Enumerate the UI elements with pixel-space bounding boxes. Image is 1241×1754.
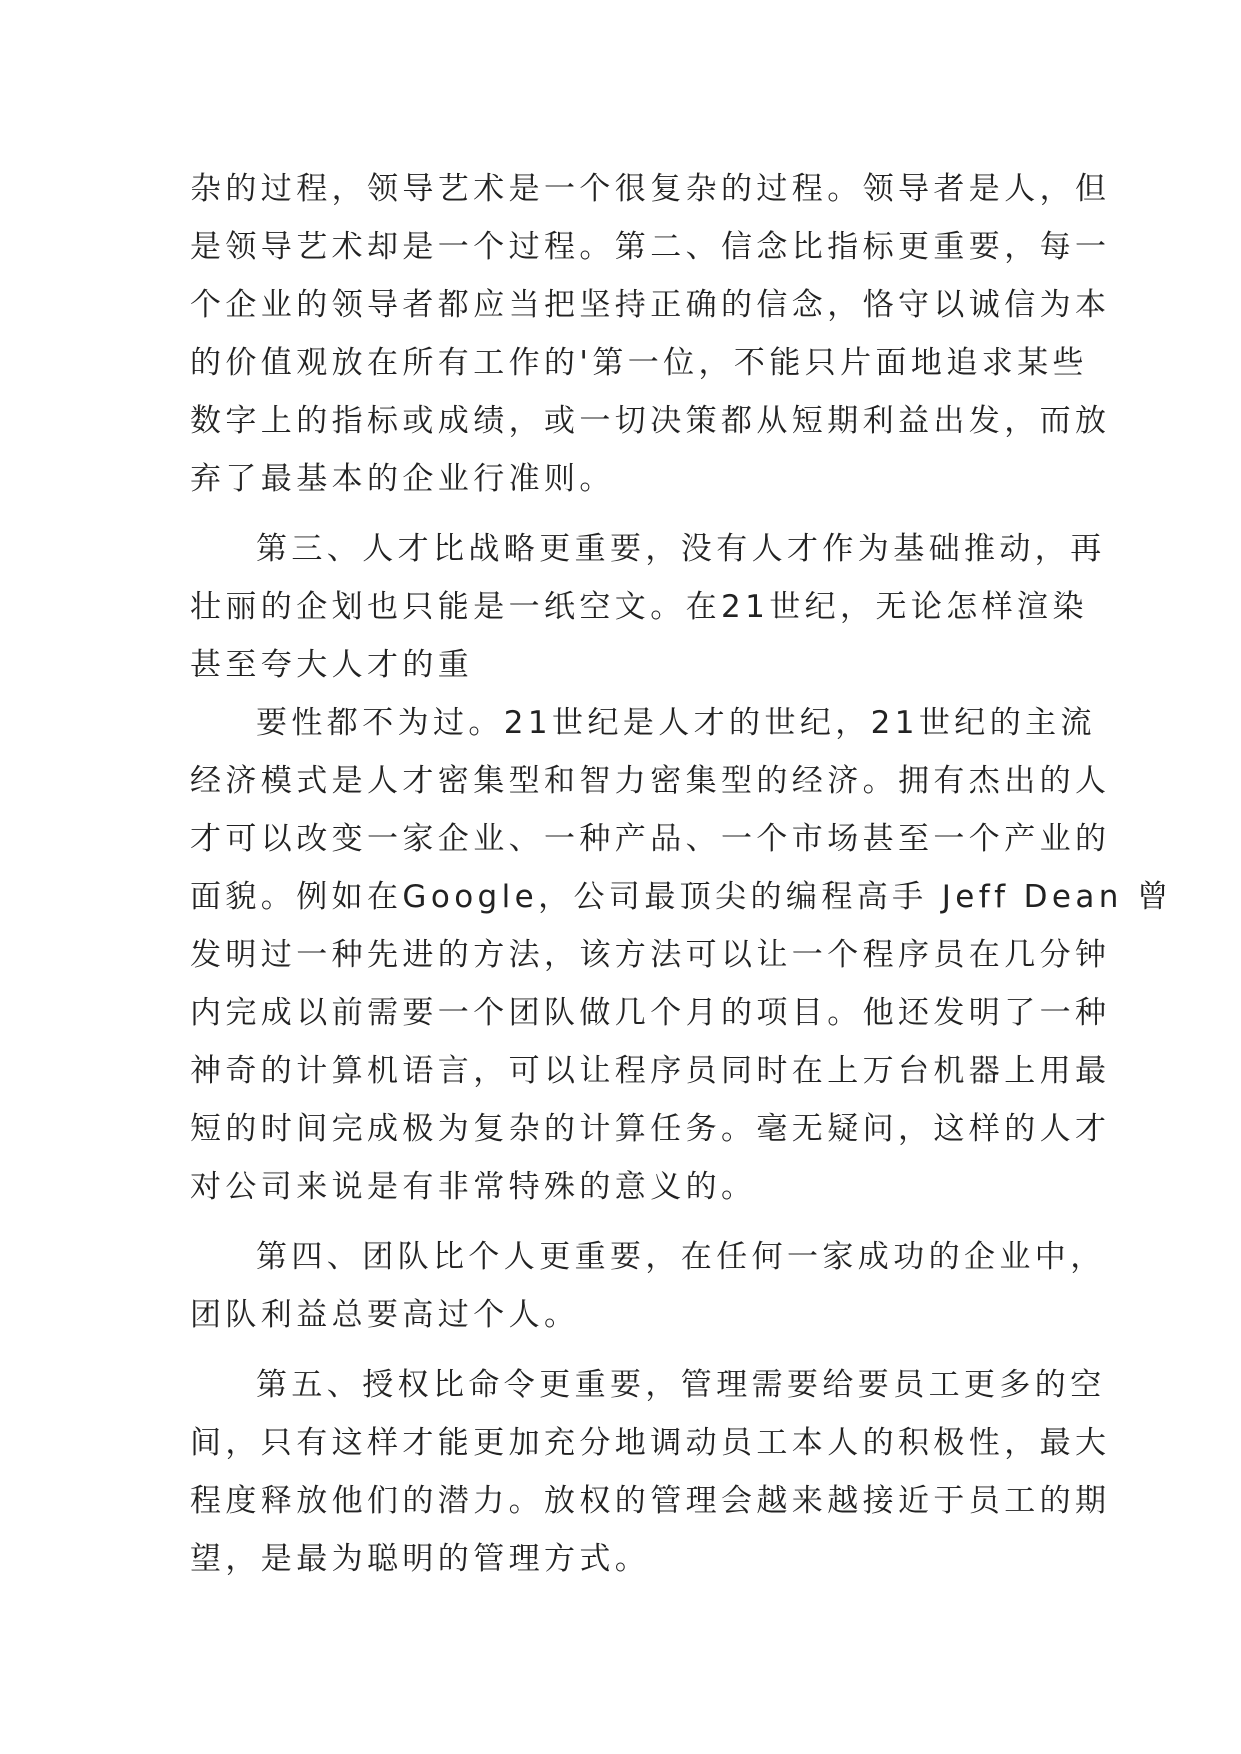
paragraph-start-line: 第四、团队比个人更重要，在任何一家成功的企业中， [256, 1239, 1106, 1275]
text-line: 数字上的指标或成绩，或一切决策都从短期利益出发，而放 [190, 403, 1111, 439]
text-line: 发明过一种先进的方法，该方法可以让一个程序员在几分钟 [190, 937, 1111, 973]
text-line: 经济模式是人才密集型和智力密集型的经济。拥有杰出的人 [190, 763, 1111, 799]
text-line: 望，是最为聪明的管理方式。 [190, 1541, 651, 1577]
text-line: 短的时间完成极为复杂的计算任务。毫无疑问，这样的人才 [190, 1111, 1111, 1147]
text-line: 内完成以前需要一个团队做几个月的项目。他还发明了一种 [190, 995, 1111, 1031]
text-line: 团队利益总要高过个人。 [190, 1297, 580, 1333]
text-line: 程度释放他们的潜力。放权的管理会越来越接近于员工的期 [190, 1483, 1111, 1519]
paragraph-start-line: 第三、人才比战略更重要，没有人才作为基础推动，再 [256, 531, 1106, 567]
text-line: 的价值观放在所有工作的'第一位，不能只片面地追求某些 [190, 345, 1088, 381]
text-line: 是领导艺术却是一个过程。第二、信念比指标更重要，每一 [190, 229, 1111, 265]
text-line: 间，只有这样才能更加充分地调动员工本人的积极性，最大 [190, 1425, 1111, 1461]
text-line: 壮丽的企划也只能是一纸空文。在21世纪，无论怎样渲染 [190, 589, 1088, 625]
paragraph-start-line: 第五、授权比命令更重要，管理需要给要员工更多的空 [256, 1367, 1106, 1403]
text-line: 甚至夸大人才的重 [190, 647, 474, 683]
text-line: 杂的过程，领导艺术是一个很复杂的过程。领导者是人，但 [190, 171, 1111, 207]
text-line: 个企业的领导者都应当把坚持正确的信念，恪守以诚信为本 [190, 287, 1111, 323]
text-line: 对公司来说是有非常特殊的意义的。 [190, 1169, 757, 1205]
paragraph-start-line: 要性都不为过。21世纪是人才的世纪，21世纪的主流 [256, 705, 1096, 741]
text-line: 才可以改变一家企业、一种产品、一个市场甚至一个产业的 [190, 821, 1111, 857]
text-line: 面貌。例如在Google，公司最顶尖的编程高手 Jeff Dean 曾 [190, 879, 1173, 915]
document-body [190, 160, 1173, 1588]
text-line: 弃了最基本的企业行准则。 [190, 461, 615, 497]
text-line: 神奇的计算机语言，可以让程序员同时在上万台机器上用最 [190, 1053, 1111, 1089]
